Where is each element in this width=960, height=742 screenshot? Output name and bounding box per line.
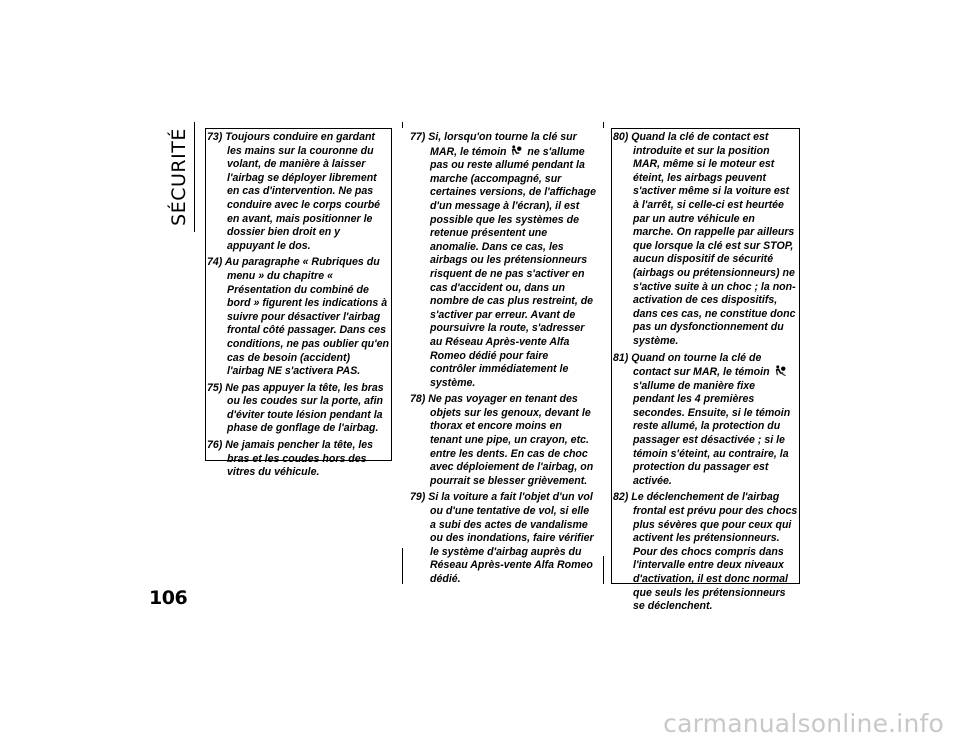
note-text: Ne pas appuyer la tête, les bras ou les coudes sur la porte, afin d'éviter toute lésion pendant la phase de gonflage de l'airbag.	[225, 381, 384, 435]
note-number: 82)	[613, 491, 629, 504]
column-rule-right-top	[603, 122, 604, 128]
note-number: 77)	[410, 131, 426, 143]
note-text: Ne jamais pencher la tête, les bras et les coudes hors des vitres du véhicule.	[225, 439, 374, 479]
note-number: 73)	[207, 131, 223, 143]
note-text-before-icon: Quand on tourne la clé de contact sur MAR, le témoin	[631, 351, 770, 379]
passenger-airbag-off-icon	[775, 365, 786, 376]
note-80	[613, 131, 798, 349]
column-rule-right-bottom	[603, 556, 604, 584]
note-number: 74)	[207, 256, 223, 269]
page-number: 106	[149, 587, 188, 609]
note-number: 80)	[613, 131, 629, 143]
note-76	[207, 439, 390, 480]
note-text-after-icon: s'allume de manière fixe pendant les 4 premières secondes. Ensuite, si le témoin reste allumé, la protection du passager est désactivée ; si le témoin s'éteint, au contraire, la protection du passager est activée.	[633, 379, 791, 487]
note-number: 75)	[207, 381, 223, 394]
note-75	[207, 382, 390, 436]
note-82	[613, 491, 798, 613]
notes-column-2	[410, 131, 596, 590]
airbag-warning-icon	[511, 145, 522, 156]
note-text: Au paragraphe « Rubriques du menu » du chapitre « Présentation du combiné de bord » figurent les indications à suivre pour désactiver l'airbag frontal côté passager. Dans ces conditions, ne pas oublier qu'en cas de besoin (accident) l'airbag NE s'activera PAS.	[224, 256, 390, 378]
note-text: Le déclenchement de l'airbag frontal est prévu pour des chocs plus sévères que pour ceux qui activent les prétensionneurs. Pour des chocs compris dans l'intervalle entre deux niveaux d'activation, il est donc normal que seuls les prétensionneurs se déclenchent.	[631, 491, 798, 613]
notes-column-3	[613, 131, 798, 617]
note-81	[613, 352, 798, 489]
note-text-before-icon: Si, lorsqu'on tourne la clé sur MAR, le témoin	[428, 131, 577, 158]
note-number: 78)	[410, 393, 426, 406]
column-rule-middle-bottom	[402, 548, 403, 584]
note-number: 76)	[207, 439, 223, 452]
note-text: Quand la clé de contact est introduite et sur la position MAR, même si le moteur est éteint, les airbags peuvent s'activer même si la voiture est à l'arrêt, si celle-ci est heurtée par un autre véhicule en marche. On rappelle par ailleurs que lorsque la clé est sur STOP, aucun dispositif de sécurité (airbags ou prétensionneurs) ne s'active suite à un choc ; la non-activation de ces dispositifs, dans ces cas, ne constitue donc pas un dysfonctionnement du système.	[631, 131, 796, 347]
notes-column-1	[207, 131, 390, 483]
note-77	[410, 131, 596, 390]
note-number: 81)	[613, 351, 629, 364]
section-title-rule	[194, 122, 195, 232]
note-74	[207, 256, 390, 378]
note-79	[410, 491, 596, 586]
note-text: Toujours conduire en gardant les mains sur la couronne du volant, de manière à laisser l'airbag se déployer librement en cas d'intervention. Ne pas conduire avec le corps courbé en avant, mais positionner le dossier bien droit en y appuyant le dos.	[225, 131, 381, 252]
section-title: SÉCURITÉ	[168, 128, 190, 226]
note-text: Ne pas voyager en tenant des objets sur les genoux, devant le thorax et encore moins en tenant une pipe, un crayon, etc. entre les dents. En cas de choc avec déploiement de l'airbag, on pourrait se blesser grièvement.	[428, 393, 594, 487]
column-rule-middle-top	[402, 122, 403, 128]
note-73	[207, 131, 390, 253]
note-text: Si la voiture a fait l'objet d'un vol ou d'une tentative de vol, si elle a subi des actes de vandalisme ou des inondations, faire vérifier le système d'airbag auprès du Réseau Après-vente Alfa Romeo dédié.	[428, 491, 594, 585]
note-number: 79)	[410, 491, 426, 504]
note-78	[410, 393, 596, 488]
note-text-after-icon: ne s'allume pas ou reste allumé pendant la marche (accompagné, sur certaines versions, de l'affichage d'un message à l'écran), il est possible que les systèmes de retenue présentent une anomalie. Dans ce cas, les airbags ou les prétensionneurs risquent de ne pas s'activer en cas d'accident ou, dans un nombre de cas plus restreint, de s'activer par erreur. Avant de poursuivre la route, s'adresser au Réseau Après-vente Alfa Romeo dédié pour faire contrôler immédiatement le système.	[430, 145, 597, 389]
watermark: carmanualsonline.info	[663, 709, 944, 738]
